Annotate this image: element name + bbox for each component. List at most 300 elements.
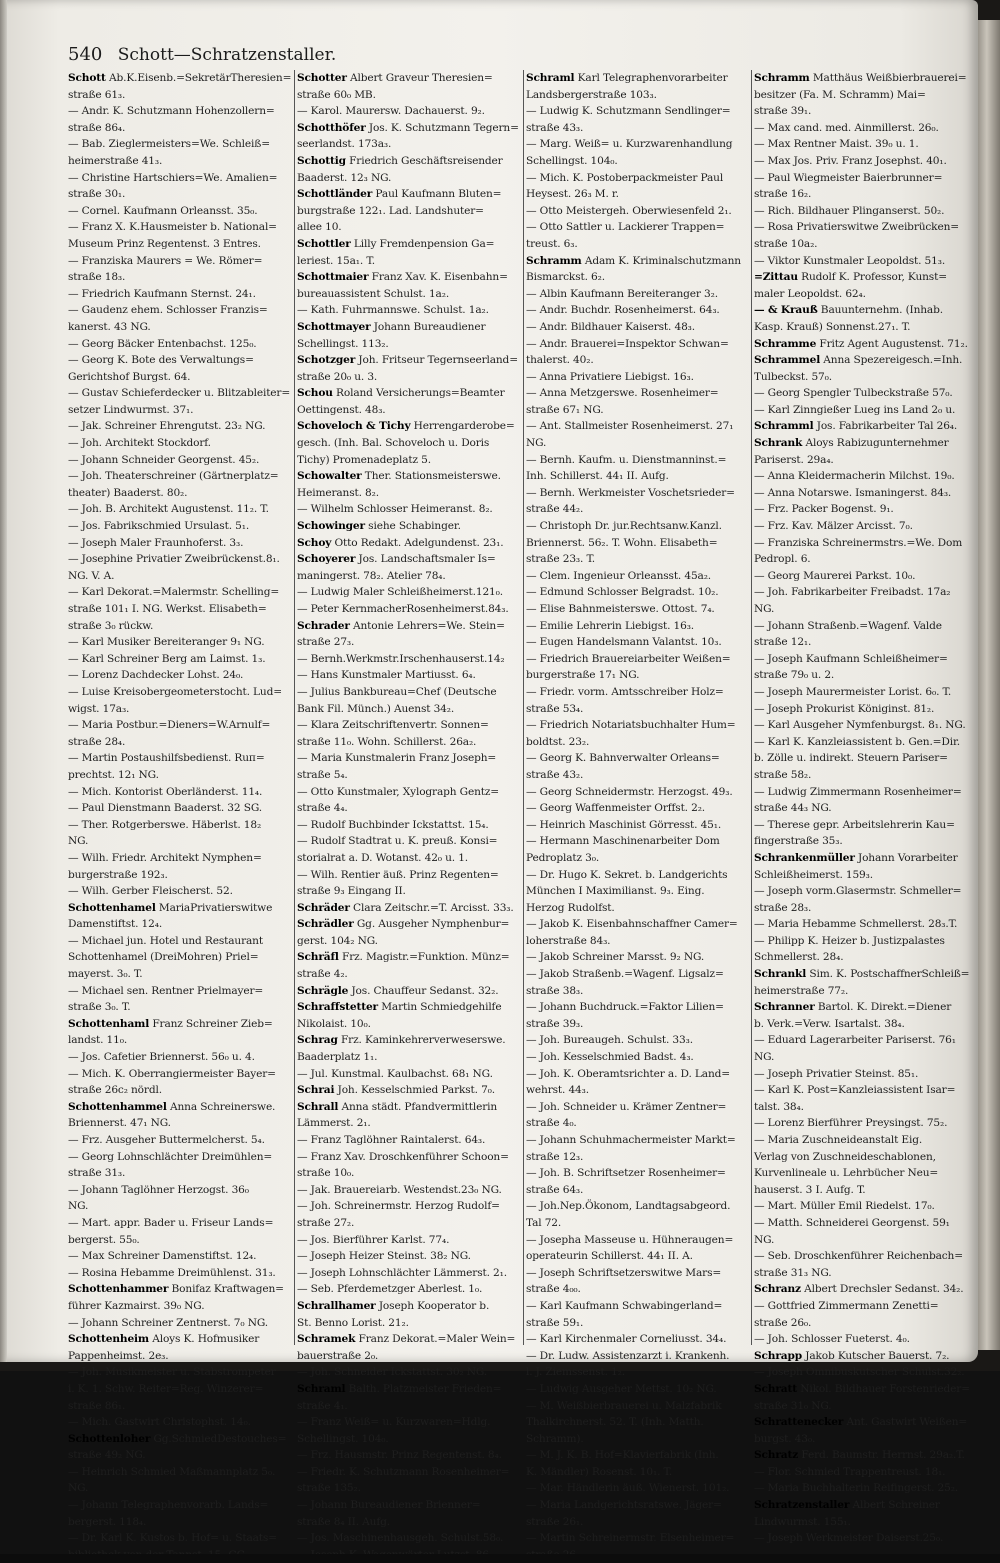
entry-text: Ant. Gastwirt Weißen=: [843, 1416, 968, 1429]
entry-text: siehe Schabinger.: [364, 520, 461, 533]
entry-text: — Georg K. Bote des Verwaltungs=: [68, 354, 254, 367]
entry-text: — Rosina Hebamme Dreimühlenst. 31₃.: [68, 1266, 276, 1279]
directory-entry-line: [68, 269, 293, 286]
entry-text: Martin Schmiedgehilfe: [377, 1001, 502, 1014]
directory-entry-line: [297, 817, 522, 834]
entry-text: boldtst. 23₂.: [526, 735, 590, 748]
directory-entry-line: [754, 1115, 979, 1132]
directory-entry-line: [754, 286, 979, 303]
entry-text: — Frz. Hausmstr. Prinz Regentenst. 8₄.: [297, 1449, 502, 1462]
entry-text: NG.: [526, 437, 547, 450]
directory-entry-line: [754, 253, 979, 270]
directory-entry-line: [526, 1331, 751, 1348]
surname: Schottenhaml: [68, 1017, 150, 1030]
entry-text: — Paul Dienstmann Baaderst. 32 SG.: [68, 802, 262, 815]
directory-entry-line: [526, 867, 751, 884]
directory-entry-line: [68, 435, 293, 452]
entry-text: straße 16₂.: [754, 188, 812, 201]
entry-text: Roland Versicherungs=Beamter: [332, 387, 505, 400]
directory-entry-line: [68, 734, 293, 751]
entry-text: — Joh. Fabrikarbeiter Freibadst. 17a₂: [754, 586, 951, 599]
directory-entry-line: [68, 1198, 293, 1215]
directory-entry-line: [68, 1215, 293, 1232]
entry-text: — Mich. Kontorist Oberländerst. 11₄.: [68, 785, 263, 798]
directory-entry-head: [754, 302, 979, 319]
entry-text: — Seb. Droschkenführer Reichenbach=: [754, 1250, 963, 1263]
directory-entry-line: [68, 800, 293, 817]
entry-text: wehrst. 44₃.: [526, 1084, 589, 1097]
running-title: Schott—Schratzenstaller.: [117, 45, 337, 65]
entry-text: — Johann Buchdruck.=Faktor Lilien=: [526, 1001, 724, 1014]
directory-entry-line: [297, 402, 522, 419]
entry-text: gerst. 104₂ NG.: [297, 934, 378, 947]
entry-text: — Ant. Stallmeister Rosenheimerst. 27₁: [526, 420, 734, 433]
entry-text: — Jul. Kunstmal. Kaulbachst. 68₁ NG.: [297, 1067, 493, 1080]
directory-entry-line: [754, 485, 979, 502]
directory-entry-line: [68, 867, 293, 884]
entry-text: kanerst. 43 NG.: [68, 320, 151, 333]
entry-text: — Gottfried Zimmermann Zenetti=: [754, 1299, 939, 1312]
directory-entry-line: [68, 601, 293, 618]
directory-entry-line: [754, 452, 979, 469]
entry-text: MariaPrivatierswitwe: [155, 901, 273, 914]
directory-entry-line: [297, 452, 522, 469]
surname: Schottenhamel: [68, 901, 156, 914]
entry-text: — Frz. Ausgeher Buttermelcherst. 5₄.: [68, 1134, 265, 1146]
entry-text: — Klara Zeitschriftenvertr. Sonnen=: [297, 719, 489, 732]
directory-entry-line: [68, 186, 293, 203]
entry-text: — Franziska Schreinermstrs.=We. Dom: [754, 536, 963, 549]
entry-text: — Lorenz Bierführer Preysingst. 75₂.: [754, 1117, 948, 1130]
entry-text: Schramm).: [526, 1432, 584, 1445]
entry-text: Karl Telegraphenvorarbeiter: [574, 72, 728, 84]
entry-text: — Franziska Maurers = We. Römer=: [68, 254, 263, 267]
entry-text: K. Mändler) Rosenst. 10₁. T.: [526, 1465, 673, 1478]
directory-entry-line: [754, 568, 979, 585]
directory-entry-line: [754, 319, 979, 336]
entry-text: — Michael jun. Hotel und Restaurant: [68, 934, 263, 947]
directory-entry-line: [68, 170, 293, 187]
entry-text: Aloys Rabizugunternehmer: [802, 437, 949, 450]
directory-entry-line: [526, 800, 751, 817]
entry-text: Johann Vorarbeiter: [854, 851, 958, 864]
directory-entry-line: [526, 1497, 751, 1514]
directory-entry-line: [754, 784, 979, 801]
directory-entry-line: [68, 1298, 293, 1315]
directory-entry-line: [68, 385, 293, 402]
directory-entry-head: [297, 418, 522, 435]
entry-text: operateurin Schillerst. 44₁ II. A.: [526, 1250, 693, 1263]
entry-text: wigst. 17a₃.: [68, 702, 130, 715]
entry-text: — Joh. Theaterschreiner (Gärtnerplatz=: [68, 470, 279, 483]
entry-text: — Dr. Hugo K. Sekret. b. Landgerichts: [526, 868, 728, 881]
directory-entry-line: [526, 1066, 751, 1083]
directory-entry-line: [297, 1049, 522, 1066]
entry-text: Rudolf K. Professor, Kunst=: [797, 271, 947, 284]
directory-entry-head: [754, 999, 979, 1016]
entry-text: straße 18₃.: [68, 271, 126, 284]
directory-entry-line: [68, 983, 293, 1000]
directory-entry-head: [297, 269, 522, 286]
directory-entry-line: [754, 634, 979, 651]
entry-text: burgerstraße 17₁ NG.: [526, 669, 640, 682]
directory-entry-head: [297, 153, 522, 170]
entry-text: — Ludwig Ausgeher Mettst. 10₂ NG.: [526, 1382, 717, 1395]
surname: Schratt: [754, 1382, 797, 1395]
directory-entry-line: [754, 369, 979, 386]
entry-text: NG.: [754, 603, 775, 615]
directory-entry-line: [526, 983, 751, 1000]
entry-text: — Bernh. Kaufm. u. Dienstmanninst.=: [526, 453, 727, 466]
entry-text: Matthäus Weißbierbrauerei=: [809, 72, 967, 84]
directory-entry-line: [68, 1032, 293, 1049]
entry-text: gesch. (Inh. Bal. Schoveloch u. Doris: [297, 437, 490, 450]
entry-text: — Georg Lohnschlächter Dreimühlen=: [68, 1150, 273, 1163]
entry-text: — Christine Hartschiers=We. Amalien=: [68, 171, 278, 184]
directory-entry-line: [526, 518, 751, 535]
directory-entry-line: [68, 1348, 293, 1365]
directory-entry-line: [526, 1198, 751, 1215]
directory-entry-line: [754, 1265, 979, 1282]
entry-text: — Andr. Brauerei=Inspektor Schwan=: [526, 337, 729, 350]
directory-entry-line: [526, 535, 751, 552]
entry-text: Schottenhamel (DreiMohren) Priel=: [68, 951, 259, 964]
directory-entry-line: [68, 966, 293, 983]
directory-entry-line: [526, 1315, 751, 1332]
directory-entry-head: [297, 186, 522, 203]
entry-text: — Rudolf Buchbinder Ickstattst. 15₄.: [297, 818, 489, 831]
directory-entry-line: [754, 236, 979, 253]
directory-entry-line: [68, 219, 293, 236]
directory-entry-line: [526, 883, 751, 900]
directory-entry-line: [297, 1464, 522, 1481]
surname: Schrai: [297, 1084, 335, 1097]
scan-bottom-edge: [0, 1554, 1000, 1563]
entry-text: — Josephine Privatier Zweibrückenst.8₁.: [68, 553, 280, 566]
directory-entry-line: [68, 336, 293, 353]
directory-entry-head: [297, 385, 522, 402]
surname: Schowinger: [297, 520, 365, 533]
entry-text: Pedropl. 6.: [754, 553, 811, 566]
directory-entry-head: [297, 352, 522, 369]
entry-text: — Joseph Privatier Steinst. 85₁.: [754, 1067, 919, 1080]
directory-entry-line: [526, 1016, 751, 1033]
entry-text: — Julius Bankbureau=Chef (Deutsche: [297, 685, 497, 698]
entry-text: — Maria Kunstmalerin Franz Joseph=: [297, 752, 497, 765]
entry-text: talst. 38₄.: [754, 1100, 804, 1113]
entry-text: Balth. Platzmeister Frieden=: [345, 1382, 502, 1395]
directory-entry-line: [297, 1132, 522, 1149]
directory-entry-line: [754, 1298, 979, 1315]
entry-text: Pedroplatz 3₀.: [526, 851, 600, 864]
entry-text: — Joseph Omnibuskutscher Schulst.32₂.: [754, 1366, 965, 1379]
entry-text: heimerstraße 77₂.: [754, 984, 849, 997]
entry-text: Tal 72.: [526, 1216, 562, 1229]
directory-entry-line: [526, 734, 751, 751]
surname: — & Krauß: [754, 304, 818, 317]
directory-entry-line: [754, 219, 979, 236]
entry-text: — Karl K. Post=Kanzleiassistent Isar=: [754, 1084, 956, 1097]
directory-entry-line: [68, 717, 293, 734]
entry-text: — Jakob Schreiner Marsst. 9₂ NG.: [526, 951, 705, 964]
directory-entry-line: [526, 385, 751, 402]
entry-text: führer Kazmairst. 39₀ NG.: [68, 1299, 205, 1312]
entry-text: — Franz Xav. Droschkenführer Schoon=: [297, 1150, 509, 1163]
directory-entry-line: [754, 684, 979, 701]
directory-entry-line: [68, 750, 293, 767]
entry-text: — Rosa Privatierswitwe Zweibrücken=: [754, 221, 959, 234]
entry-text: Schmellerst. 28₄.: [754, 951, 844, 964]
entry-text: Anna städt. Pfandvermittlerin: [338, 1100, 498, 1113]
entry-text: — Andr. Bildhauer Kaiserst. 48₃.: [526, 320, 695, 333]
directory-entry-line: [68, 1514, 293, 1531]
entry-text: burgst. 43₀.: [754, 1432, 816, 1445]
entry-text: Aloys K. Hofmusiker: [148, 1333, 260, 1346]
directory-entry-line: [68, 784, 293, 801]
directory-entry-line: [297, 867, 522, 884]
entry-text: heimerstraße 41₃.: [68, 154, 163, 167]
directory-entry-line: [526, 1082, 751, 1099]
entry-text: — Peter KernmacherRosenheimerst.84₃.: [297, 603, 509, 615]
directory-entry-line: [754, 1464, 979, 1481]
directory-entry-line: [754, 1248, 979, 1265]
directory-entry-line: [68, 1049, 293, 1066]
directory-entry-line: [526, 435, 751, 452]
surname: Schowalter: [297, 470, 362, 483]
directory-entry-line: [754, 203, 979, 220]
entry-text: straße 64₃.: [526, 1183, 584, 1196]
entry-text: fingerstraße 35₃.: [754, 835, 843, 848]
directory-entry-line: [297, 1414, 522, 1431]
directory-entry-line: [754, 1398, 979, 1415]
directory-entry-head: [297, 120, 522, 137]
directory-entry-line: [297, 1165, 522, 1182]
entry-text: — Viktor Kunstmaler Leopoldst. 51₃.: [754, 254, 946, 267]
surname: Schrapp: [754, 1349, 803, 1362]
directory-entry-line: [526, 966, 751, 983]
entry-text: Schellingst. 104₀.: [526, 154, 618, 167]
entry-text: straße 20₀ u. 3.: [297, 370, 378, 383]
entry-text: Museum Prinz Regentenst. 3 Entres.: [68, 237, 261, 250]
entry-text: — Maria Landgerichtsratswe. Jäger=: [526, 1499, 722, 1512]
directory-entry-head: [297, 236, 522, 253]
directory-entry-line: [526, 286, 751, 303]
directory-entry-line: [297, 1431, 522, 1448]
directory-entry-line: [68, 667, 293, 684]
entry-text: mayerst. 3₀. T.: [68, 968, 143, 981]
entry-text: b. Verk.=Verw. Isartalst. 38₄.: [754, 1017, 905, 1030]
directory-entry-head: [754, 1414, 979, 1431]
directory-entry-line: [297, 1198, 522, 1215]
entry-text: Pappenheimst. 2e₃.: [68, 1349, 169, 1362]
directory-entry-line: [68, 1398, 293, 1415]
surname: Schräder: [297, 901, 350, 914]
entry-text: straße 4₂.: [297, 968, 348, 981]
directory-entry-line: [526, 1281, 751, 1298]
entry-text: — Hermann Maschinenarbeiter Dom: [526, 835, 720, 848]
directory-entry-line: [526, 468, 751, 485]
directory-entry-line: [754, 1431, 979, 1448]
directory-entry-line: [754, 1132, 979, 1149]
entry-text: Briennerst. 47₁ NG.: [68, 1117, 171, 1130]
entry-text: Kasp. Krauß) Sonnenst.27₁. T.: [754, 320, 911, 333]
entry-text: — Maria Zuschneideanstalt Eig.: [754, 1134, 923, 1146]
directory-entry-line: [68, 1182, 293, 1199]
entry-text: — Jak. Brauereiarb. Westendst.23₀ NG.: [297, 1183, 502, 1196]
directory-entry-line: [526, 618, 751, 635]
directory-entry-line: [297, 601, 522, 618]
entry-text: — Bab. Zieglermeisters=We. Schleiß=: [68, 138, 270, 151]
surname: Schramek: [297, 1333, 356, 1346]
directory-entry-line: [297, 435, 522, 452]
entry-text: München I Maximilianst. 9₃. Eing.: [526, 885, 705, 898]
directory-entry-line: [297, 1115, 522, 1132]
directory-entry-line: [68, 1115, 293, 1132]
directory-entry-line: [68, 651, 293, 668]
entry-text: — Joseph Heizer Steinst. 38₂ NG.: [297, 1250, 471, 1263]
surname: Schrädler: [297, 918, 354, 931]
surname: Schottmaier: [297, 271, 369, 284]
entry-text: Kurvenlineale u. Lehrbücher Neu=: [754, 1167, 939, 1180]
directory-entry-line: [754, 170, 979, 187]
entry-text: — Anna Kleidermacherin Milchst. 19₀.: [754, 470, 955, 483]
directory-entry-line: [526, 1099, 751, 1116]
directory-entry-line: [526, 717, 751, 734]
directory-entry-line: [297, 933, 522, 950]
directory-entry-line: [68, 87, 293, 104]
directory-entry-line: [526, 186, 751, 203]
directory-entry-head: [297, 1099, 522, 1116]
entry-text: — Mich. K. Postoberpackmeister Paul: [526, 171, 724, 184]
directory-entry-line: [68, 1132, 293, 1149]
directory-entry-line: [526, 684, 751, 701]
directory-entry-line: [68, 1149, 293, 1166]
entry-text: — Clem. Ingenieur Orleansst. 45a₂.: [526, 569, 712, 582]
directory-entry-line: [68, 916, 293, 933]
entry-text: straße 27₂.: [297, 1216, 355, 1229]
directory-entry-head: [297, 916, 522, 933]
directory-entry-line: [68, 883, 293, 900]
entry-text: — Seb. Pferdemetzger Aberlest. 1₀.: [297, 1283, 483, 1296]
directory-entry-line: [297, 750, 522, 767]
directory-entry-line: [526, 784, 751, 801]
entry-text: — Jos. Fabrikschmied Ursulast. 5₁.: [68, 520, 250, 533]
directory-entry-line: [68, 352, 293, 369]
directory-entry-line: [526, 103, 751, 120]
directory-entry-line: [68, 253, 293, 270]
surname: Schottenloher: [68, 1432, 151, 1445]
entry-text: straße 39₃.: [526, 1017, 584, 1030]
surname: Schramme: [754, 337, 817, 350]
directory-entry-line: [297, 1398, 522, 1415]
entry-text: Baaderplatz 1₁.: [297, 1051, 378, 1064]
entry-text: Franz Xav. K. Eisenbahn=: [368, 271, 508, 284]
entry-text: straße 86₄.: [68, 121, 126, 134]
entry-text: — Wilh. Gerber Fleischerst. 52.: [68, 885, 233, 898]
directory-entry-line: [526, 352, 751, 369]
entry-text: — Max Jos. Priv. Franz Josephst. 40₁.: [754, 154, 947, 167]
directory-entry-line: [526, 87, 751, 104]
entry-text: — Emilie Lehrerin Liebigst. 16₃.: [526, 619, 695, 632]
directory-entry-line: [297, 1480, 522, 1497]
directory-entry-line: [526, 568, 751, 585]
directory-entry-line: [754, 701, 979, 718]
directory-entry-head: [297, 551, 522, 568]
column-divider: [751, 70, 752, 1345]
directory-entry-line: [297, 170, 522, 187]
surname: Schotzger: [297, 354, 356, 367]
directory-entry-line: [297, 684, 522, 701]
entry-text: straße 10a₂.: [754, 237, 818, 250]
entry-text: Friedrich Geschäftsreisender: [345, 154, 503, 167]
directory-entry-line: [68, 701, 293, 718]
directory-entry-line: [68, 1414, 293, 1431]
entry-text: — Georg Waffenmeister Orffst. 2₂.: [526, 802, 706, 815]
directory-entry-line: [297, 1497, 522, 1514]
entry-text: — Jak. Schreiner Ehrengutst. 23₂ NG.: [68, 420, 266, 433]
entry-text: — Marg. Weiß= u. Kurzwarenhandlung: [526, 138, 733, 151]
entry-text: Herrengarderobe=: [410, 420, 515, 433]
entry-text: Tulbeckst. 57₀.: [754, 370, 832, 383]
entry-text: straße 11₀. Wohn. Schillerst. 26a₂.: [297, 735, 477, 748]
directory-entry-line: [68, 501, 293, 518]
entry-text: — Friedr. K. Schutzmann Rosenheimer=: [297, 1465, 510, 1478]
entry-text: straße 12₁.: [754, 636, 812, 649]
directory-entry-line: [297, 1281, 522, 1298]
entry-text: straße 39₁.: [754, 105, 812, 118]
directory-entry-line: [68, 933, 293, 950]
directory-entry-head: [297, 468, 522, 485]
directory-entry-line: [297, 584, 522, 601]
directory-entry-line: [754, 817, 979, 834]
entry-text: — Ludwig Zimmermann Rosenheimer=: [754, 785, 962, 798]
directory-entry-line: [68, 1530, 293, 1547]
entry-text: Herzog Rudolfst.: [526, 901, 615, 914]
directory-entry-line: [68, 236, 293, 253]
entry-text: — Rich. Bildhauer Plinganserst. 50₂.: [754, 204, 945, 217]
directory-entry-line: [754, 518, 979, 535]
directory-entry-head: [754, 1497, 979, 1514]
directory-entry-head: [526, 70, 751, 87]
directory-entry-line: [526, 750, 751, 767]
entry-text: — Anna Metzgerswe. Rosenheimer=: [526, 387, 719, 400]
entry-text: Anna Spezereigesch.=Inh.: [820, 354, 963, 367]
entry-text: straße 86₁.: [68, 1399, 126, 1412]
entry-text: — Joh.Nep.Ökonom, Landtagsabgeord.: [526, 1200, 731, 1213]
directory-entry-line: [68, 1082, 293, 1099]
directory-entry-line: [526, 916, 751, 933]
directory-entry-line: [526, 1215, 751, 1232]
directory-entry-line: [68, 485, 293, 502]
entry-text: straße 4₀₀.: [526, 1283, 581, 1296]
surname: Schrägle: [297, 984, 349, 997]
directory-entry-line: [297, 701, 522, 718]
entry-text: burgerstraße 192₃.: [68, 868, 168, 881]
directory-entry-line: [754, 120, 979, 137]
entry-text: — Joh. Schneider Ickstattst. 30₂ NG.: [297, 1366, 488, 1379]
directory-entry-line: [68, 518, 293, 535]
entry-text: i. K. 1. Schw. Reiter=Reg. Winzerer=: [68, 1382, 264, 1395]
directory-entry-head: [754, 1381, 979, 1398]
directory-entry-line: [526, 933, 751, 950]
entry-text: Jos. Fabrikarbeiter Tal 26₄.: [813, 420, 958, 433]
directory-entry-head: [297, 949, 522, 966]
directory-column-3: [526, 70, 751, 1545]
entry-text: — Lorenz Dachdecker Lohst. 24₀.: [68, 669, 244, 682]
entry-text: straße 8₄ II. Aufg.: [297, 1515, 390, 1528]
surname: Schramm: [754, 72, 810, 84]
directory-entry-line: [754, 767, 979, 784]
